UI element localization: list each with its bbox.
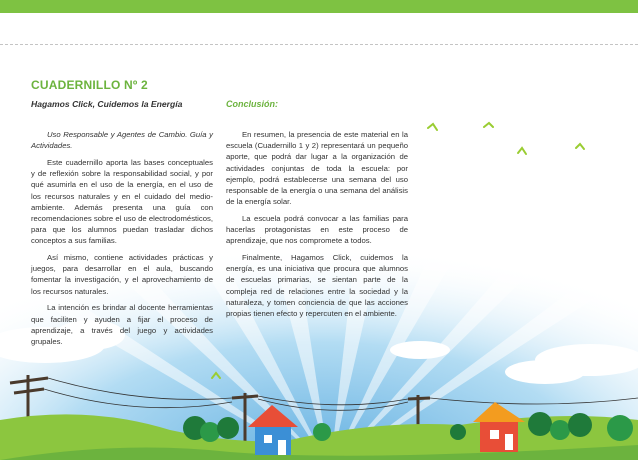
right-paragraph-1: En resumen, la presencia de este material en la escuela (Cuadernillo 1 y 2) representará un pequeño aporte, que podrá dar lugar a la organización de actividades conjuntas de toda la escuela: por ejemplo, podrá establecerse una semana del uso responsable de la energía o una semana del análisis de la energía solar. [226,130,408,207]
booklet-subtitle: Hagamos Click, Cuidemos la Energía [31,99,183,109]
conclusion-heading: Conclusión: [226,99,278,109]
right-paragraph-2: La escuela podrá convocar a las familias para hacerlas protagonistas en este proceso de aprendizaje, que nos compromete a todos. [226,213,408,246]
left-paragraph-4: La intención es brindar al docente herramientas que faciliten y ayuden a fijar el proceso de aprendizaje, a través del juego y actividades grupales. [31,303,213,346]
left-paragraph-2: Este cuadernillo aporta las bases conceptuales y de reflexión sobre la responsabilidad social, y por qué asumirla en el uso de la energía, en el uso de los recursos naturales y en el cuidado del medio-ambiente. Además presenta una guía con recomendaciones sobre el uso de electrodomésticos, para que los alumnos puedan trasladar dichos conceptos a sus familias. [31,157,213,246]
left-paragraph-3: Así mismo, contiene actividades prácticas y juegos, para desarrollar en el aula, buscando fomentar la investigación, y el aprovechamiento de los recursos naturales. [31,253,213,296]
page-heading: CUADERNILLO Nº 2 [31,78,148,92]
right-paragraph-3: Finalmente, Hagamos Click, cuidemos la energía, es una iniciativa que procura que alumnos de escuelas primarias, se sientan parte de la compleja red de relaciones entre la sociedad y la naturaleza, y tomen conciencia de que las acciones propias tienen efecto y repercuten en el ambiente. [226,253,408,319]
left-column [31,129,213,353]
left-paragraph-1: Uso Responsable y Agentes de Cambio. Guía y Actividades. [31,130,213,151]
right-column [226,129,408,325]
